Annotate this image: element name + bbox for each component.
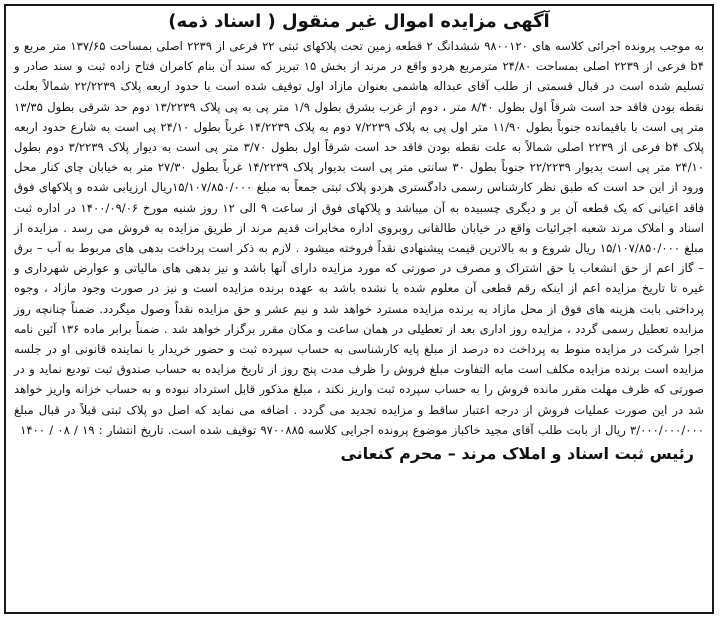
auction-notice (4, 4, 714, 614)
notice-body: به موجب پرونده اجرائی کلاسه های ۹۸۰۰۱۲۰ ششدانگ ۲ قطعه زمین تحت پلاکهای ثبتی ۲۲ فرعی از ۲۲۳۹ اصلی بمساحت ۱۳۷/۶۵ متر مربع و b۴ فرعی از ۲۲۳۹ اصلی بمساحت ۲۴/۸۰ مترمربع هردو واقع در مرند از بخش ۱۵ تبریز که سند آن بنام کامران فتاح زاده ثبت و سند صادر و تسلیم شده است در قبال قسمتی از طلب آقای عبداله هاشمی بعنوان مازاد اول توقیف شده است با حدود اربعه پلاک ۲۲/۲۲۳۹ شمالاً بعلت نقطه بودن فاقد حد است شرقاً اول بطول ۸/۴۰ متر ، دوم از غرب بشرق بطول ۱/۹ متر پی به پی پلاک ۱۳/۲۲۳۹ دوم حد شرقی بطول ۱۳/۳۵ متر پی است با باقیمانده جنوباً بطول ۱۱/۹۰ متر اول پی به پلاک ۷/۲۲۳۹ دوم به پلاک ۱۴/۲۲۳۹ غرباً بطول ۲۴/۱۰ پی است به شارع حدود اربعه پلاک b۴ فرعی از ۲۲۳۹ اصلی شمالاً به علت نقطه بودن فاقد حد است شرقاً اول بطول ۳/۷۰ متر پی است به دیوار پلاک ۳/۲۲۳۹ دوم بطول ۲۴/۱۰ متر پی است بدیوار ۲۲/۲۲۳۹ جنوباً بطول ۳۰ سانتی متر پی است بدیوار پلاک ۱۴/۲۲۳۹ غرباً بطول ۲۷/۳۰ متر به خیابان چای کنار محل ورود از این حد است که طبق نظر کارشناس رسمی دادگستری هردو پلاک ثبتی جمعاً به مبلغ ۱۵/۱۰۷/۸۵۰/۰۰۰ریال ارزیابی شده و پلاکهای فوق فاقد اعیانی که یک قطعه آن بر و دیگری چسبیده به آن میباشد و پلاکهای فوق از ساعت ۹ الی ۱۲ روز شنبه مورخ ۱۴۰۰/۰۹/۰۶ در اداره ثبت اسناد و املاک مرند شعبه اجرائیات واقع در خیابان طالقانی روبروی اداره مخابرات قدیم مرند از طریق مزایده به فروش می رسد . مزایده از مبلغ ۱۵/۱۰۷/۸۵۰/۰۰۰ ریال شروع و به بالاترین قیمت پیشنهادی نقداً فروخته میشود . لازم به ذکر است پرداخت بدهی های مربوط به آب – برق – گاز اعم از حق انشعاب یا حق اشتراک و مصرف در صورتی که مورد مزایده دارای آنها باشد و نیز بدهی های مالیاتی و عوارض شهرداری و غیره تا تاریخ مزایده اعم از اینکه رقم قطعی آن معلوم شده یا نشده باشد به عهده برنده مزایده است و نیز در صورت وجود مازاد ، وجوه پرداختی بابت هزینه های فوق از محل مازاد به برنده مزایده مسترد خواهد شد و نیم عشر و حق مزایده نقداً وصول میگردد. ضمناً چنانچه روز مزایده تعطیل رسمی گردد ، مزایده روز اداری بعد از تعطیلی در همان ساعت و مکان مقرر برگزار خواهد شد . ضمناً برابر ماده ۱۳۶ آئین نامه اجرا شرکت در مزایده منوط به پرداخت ده درصد از مبلغ پایه کارشناسی به حساب سپرده ثبت و حضور خریدار یا نماینده قانونی او در جلسه مزایده است برنده مزایده مکلف است مابه التفاوت مبلغ فروش را ظرف مدت پنج روز از تاریخ مزایده به حساب صندوق ثبت تودیع نماید و در صورتی که ظرف مهلت مقرر مانده فروش را به حساب سپرده ثبت واریز نکند ، مبلغ مذکور قابل استرداد نبوده و به حساب خزانه واریز خواهد شد در این صورت عملیات فروش از درجه اعتبار ساقط و مزایده تجدید می گردد . اضافه می نماید که اصل دو پلاک ثبتی قبلاً در قبال مبلغ ۳/۰۰۰/۰۰۰/۰۰۰ ریال از بابت طلب آقای مجید خاکباز موضوع پرونده اجرایی کلاسه ۹۷۰۰۸۸۵ توقیف شده است. تاریخ انتشار : ۱۹ / ۰۸ / ۱۴۰۰ (14, 39, 705, 437)
notice-title: آگهی مزایده اموال غیر منقول ( اسناد ذمه) (168, 11, 550, 32)
notice-signature: رئیس ثبت اسناد و املاک مرند – محرم کنعانی (340, 444, 694, 464)
